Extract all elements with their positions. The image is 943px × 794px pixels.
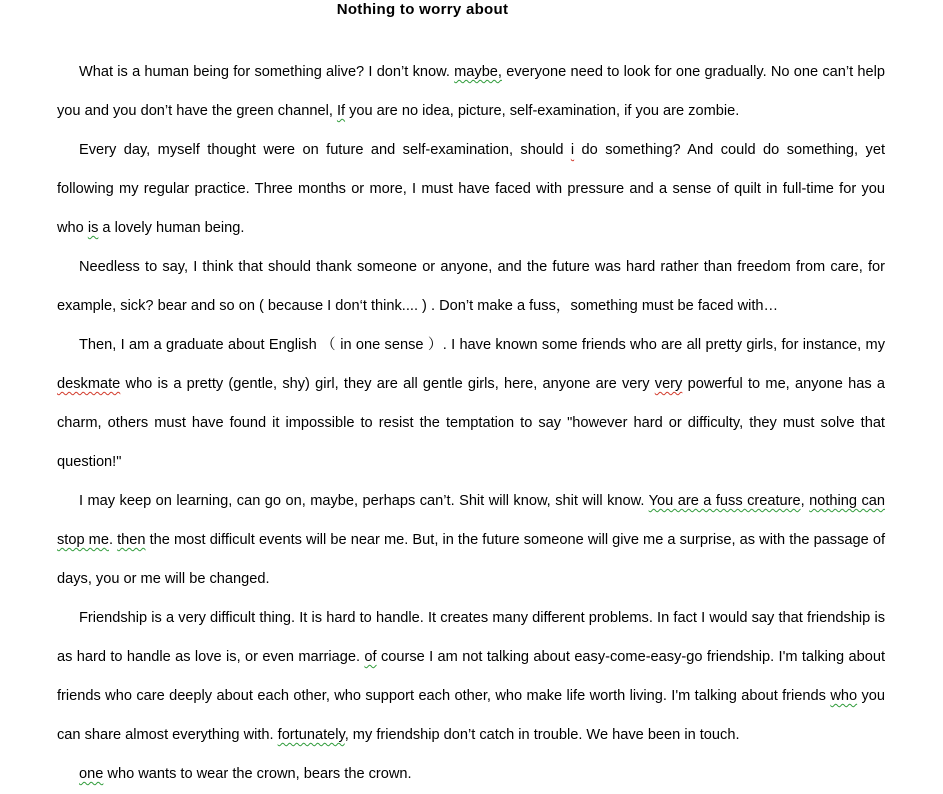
text-run: who is a pretty (gentle, shy) girl, they are all gentle girls, here, anyone are very	[120, 376, 655, 392]
grammar-flag[interactable]: maybe,	[454, 64, 502, 80]
text-run: powerful to me, anyone has a charm, others must have found it impossible to resist the temptation to say "however hard or difficulty, they must solve that question!"	[57, 376, 885, 470]
grammar-flag[interactable]: is	[87, 220, 99, 236]
grammar-flag[interactable]: nothing can stop me	[57, 493, 886, 548]
text-run: Needless to say, I think that should thank someone or anyone, and the future was hard rather than freedom from care, for example, sick? bear and so on ( because I don‘t think.... ) . Don’t make a fuss，something must be faced with…	[57, 259, 885, 314]
text-run: you can share almost everything with.	[57, 688, 885, 743]
text-run: everyone need to look for one gradually. No one can’t help you and you don’t have the green channel,	[57, 64, 885, 119]
text-run: you are no idea, picture, self-examination, if you are zombie.	[345, 103, 740, 119]
document-body	[57, 53, 885, 794]
grammar-flag[interactable]: one	[79, 766, 104, 782]
text-run: course I am not talking about easy-come-easy-go friendship. I'm talking about friends who care deeply about each other, who support each other, who make life worth living. I'm talking about friends	[57, 649, 885, 704]
text-run: the most difficult events will be near me. But, in the future someone will give me a surprise, as with the passage of days, you or me will be changed.	[57, 532, 886, 587]
text-run: ,	[800, 493, 810, 509]
paragraph	[57, 482, 885, 599]
paragraph	[57, 248, 885, 326]
text-run: who wants to wear the crown, bears the crown.	[103, 766, 412, 782]
paragraph	[57, 131, 885, 248]
text-run: a lovely human being.	[98, 220, 245, 236]
grammar-flag[interactable]: who	[830, 688, 858, 704]
document-title: Nothing to worry about	[336, 1, 509, 18]
spelling-flag[interactable]: i	[570, 142, 575, 158]
text-run: Every day, myself thought were on future and self-examination, should	[79, 142, 571, 158]
text-run: do something? And could do something, yet following my regular practice. Three months or more, I must have faced with pressure and a sense of quilt in full-time for you who	[57, 142, 885, 236]
spelling-flag[interactable]: deskmate	[57, 376, 121, 392]
text-run: Then, I am a graduate about English （ in one sense ）. I have known some friends who are all pretty girls, for instance, my	[79, 337, 885, 353]
grammar-flag[interactable]: of	[364, 649, 377, 665]
grammar-flag[interactable]: fortunately	[277, 727, 345, 743]
grammar-flag[interactable]: You are a fuss creature	[648, 493, 801, 509]
grammar-flag[interactable]: If	[336, 103, 346, 119]
paragraph	[57, 326, 885, 482]
text-run: Friendship is a very difficult thing. It is hard to handle. It creates many different problems. In fact I would say that friendship is as hard to handle as love is, or even marriage.	[57, 610, 885, 665]
spelling-flag[interactable]: very	[654, 376, 683, 392]
grammar-flag[interactable]: then	[117, 532, 146, 548]
text-run: .	[108, 532, 118, 548]
paragraph	[57, 755, 885, 794]
paragraph	[57, 53, 885, 131]
text-run: What is a human being for something alive? I don’t know.	[79, 64, 455, 80]
text-run: , my friendship don’t catch in trouble. We have been in touch.	[344, 727, 740, 743]
text-run: I may keep on learning, can go on, maybe, perhaps can’t. Shit will know, shit will know.	[79, 493, 649, 509]
paragraph	[57, 599, 885, 755]
